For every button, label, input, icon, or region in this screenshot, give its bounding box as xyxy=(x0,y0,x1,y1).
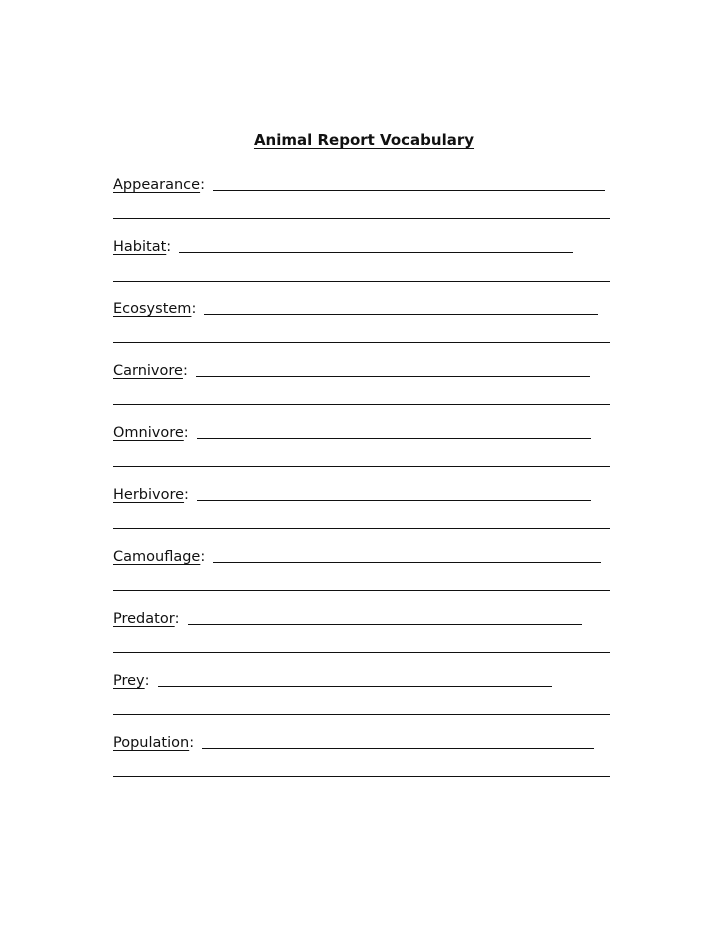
colon: : xyxy=(183,425,189,441)
colon: : xyxy=(200,549,206,565)
definition-second-line[interactable] xyxy=(113,281,610,282)
definition-second-line[interactable] xyxy=(113,776,610,777)
vocab-term: Omnivore xyxy=(113,425,184,441)
vocab-term: Prey xyxy=(113,673,145,689)
definition-blank[interactable] xyxy=(202,732,594,749)
definition-blank[interactable] xyxy=(158,670,552,687)
definition-second-line[interactable] xyxy=(113,652,610,653)
colon: : xyxy=(174,611,180,627)
vocab-term: Herbivore xyxy=(113,487,185,503)
vocab-term: Predator xyxy=(113,611,175,627)
colon: : xyxy=(200,177,205,193)
colon: : xyxy=(144,673,150,689)
definition-second-line[interactable] xyxy=(113,466,610,467)
colon: : xyxy=(189,735,195,751)
definition-second-line[interactable] xyxy=(113,528,610,529)
vocab-term: Habitat xyxy=(113,239,167,255)
definition-blank[interactable] xyxy=(196,360,590,377)
vocab-term: Appearance xyxy=(113,177,201,193)
vocab-term: Population xyxy=(113,735,190,751)
vocab-term: Ecosystem xyxy=(113,301,192,317)
colon: : xyxy=(184,487,189,503)
definition-second-line[interactable] xyxy=(113,342,610,343)
vocab-term: Carnivore xyxy=(113,363,183,379)
definition-second-line[interactable] xyxy=(113,404,610,405)
colon: : xyxy=(166,239,172,255)
colon: : xyxy=(182,363,188,379)
definition-blank[interactable] xyxy=(197,484,591,501)
definition-blank[interactable] xyxy=(204,298,598,315)
definition-blank[interactable] xyxy=(188,608,582,625)
worksheet-title: Animal Report Vocabulary xyxy=(253,131,475,149)
definition-blank[interactable] xyxy=(197,422,591,439)
definition-blank[interactable] xyxy=(213,174,605,191)
definition-second-line[interactable] xyxy=(113,590,610,591)
definition-blank[interactable] xyxy=(213,546,601,563)
vocab-term: Camouflage xyxy=(113,549,201,565)
definition-second-line[interactable] xyxy=(113,714,610,715)
definition-blank[interactable] xyxy=(179,236,573,253)
colon: : xyxy=(191,301,197,317)
definition-second-line[interactable] xyxy=(113,218,610,219)
